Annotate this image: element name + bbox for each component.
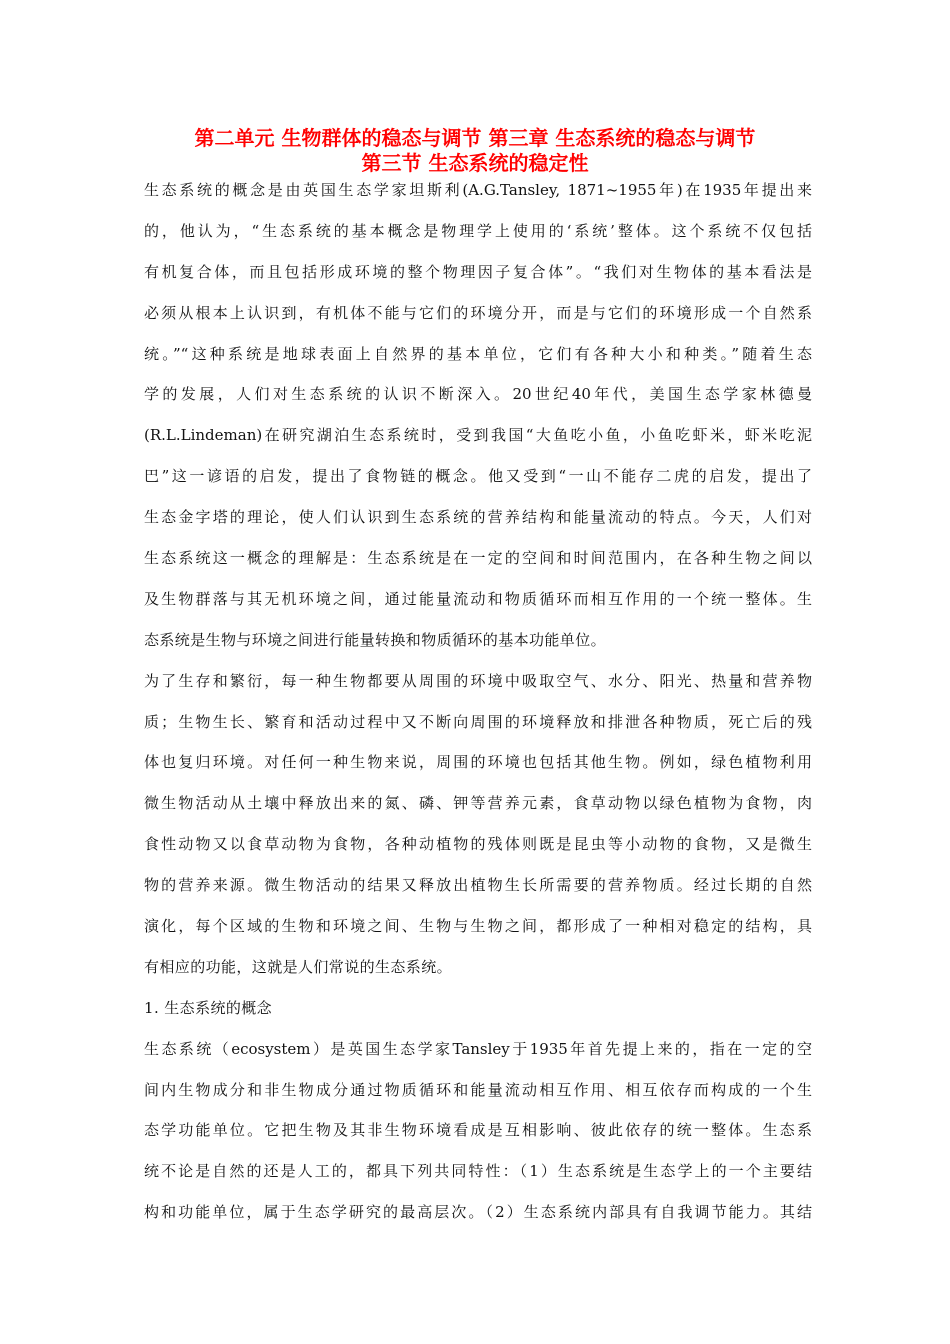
- text-line: 统。”“这种系统是地球表面上自然界的基本单位，它们有各种大小和种类。”随着生态: [144, 344, 812, 363]
- text-line: 有机复合体，而且包括形成环境的整个物理因子复合体”。“我们对生物体的基本看法是: [144, 262, 812, 281]
- text-line: 生态系统这一概念的理解是：生态系统是在一定的空间和时间范围内，在各种生物之间以: [144, 549, 812, 568]
- text-line: 巴”这一谚语的启发，提出了食物链的概念。他又受到“一山不能存二虎的启发，提出了: [144, 467, 812, 486]
- document-body: [144, 170, 812, 1233]
- text-line: (R.L.Lindeman)在研究湖泊生态系统时，受到我国“大鱼吃小鱼，小鱼吃虾米，虾米吃泥: [144, 426, 812, 445]
- section-heading: 1. 生态系统的概念: [144, 998, 273, 1017]
- text-line: 生态系统的概念是由英国生态学家坦斯利(A.G.Tansley, 1871~1955年)在1935年提出来: [144, 181, 812, 199]
- text-line: 构和功能单位，属于生态学研究的最高层次。（2）生态系统内部具有自我调节能力。其结: [144, 1203, 812, 1222]
- text-line: 学的发展，人们对生态系统的认识不断深入。20世纪40年代，美国生态学家林德曼: [144, 385, 812, 404]
- document-title-line-2: 第三节 生态系统的稳定性: [361, 151, 589, 175]
- text-line: 食性动物又以食草动物为食物，各种动植物的残体则既是昆虫等小动物的食物，又是微生: [144, 835, 812, 854]
- text-line: 演化，每个区域的生物和环境之间、生物与生物之间，都形成了一种相对稳定的结构，具: [144, 917, 812, 936]
- text-line: 生态系统（ecosystem）是英国生态学家Tansley于1935年首先提上来的，指在一定的空: [144, 1039, 812, 1058]
- text-line: 生态金字塔的理论，使人们认识到生态系统的营养结构和能量流动的特点。今天，人们对: [144, 508, 812, 527]
- text-line: 的，他认为，“生态系统的基本概念是物理学上使用的‘系统’整体。这个系统不仅包括: [144, 221, 812, 240]
- text-line: 有相应的功能，这就是人们常说的生态系统。: [144, 957, 453, 976]
- text-line: 为了生存和繁衍，每一种生物都要从周围的环境中吸取空气、水分、阳光、热量和营养物: [144, 671, 812, 690]
- text-line: 物的营养来源。微生物活动的结果又释放出植物生长所需要的营养物质。经过长期的自然: [144, 876, 812, 895]
- text-line: 统不论是自然的还是人工的，都具下列共同特性：（1）生态系统是生态学上的一个主要结: [144, 1162, 812, 1181]
- text-line: 质；生物生长、繁育和活动过程中又不断向周围的环境释放和排泄各种物质，死亡后的残: [144, 712, 812, 731]
- text-line: 必须从根本上认识到，有机体不能与它们的环境分开，而是与它们的环境形成一个自然系: [144, 303, 812, 322]
- document-title-line-1: 第二单元 生物群体的稳态与调节 第三章 生态系统的稳态与调节: [194, 126, 756, 150]
- text-line: 微生物活动从土壤中释放出来的氮、磷、钾等营养元素，食草动物以绿色植物为食物，肉: [144, 794, 812, 813]
- text-line: 及生物群落与其无机环境之间，通过能量流动和物质循环而相互作用的一个统一整体。生: [144, 589, 812, 608]
- text-line: 体也复归环境。对任何一种生物来说，周围的环境也包括其他生物。例如，绿色植物利用: [144, 753, 812, 772]
- text-line: 态系统是生物与环境之间进行能量转换和物质循环的基本功能单位。: [144, 630, 607, 649]
- text-line: 态学功能单位。它把生物及其非生物环境看成是互相影响、彼此依存的统一整体。生态系: [144, 1121, 812, 1140]
- text-line: 间内生物成分和非生物成分通过物质循环和能量流动相互作用、相互依存而构成的一个生: [144, 1080, 812, 1099]
